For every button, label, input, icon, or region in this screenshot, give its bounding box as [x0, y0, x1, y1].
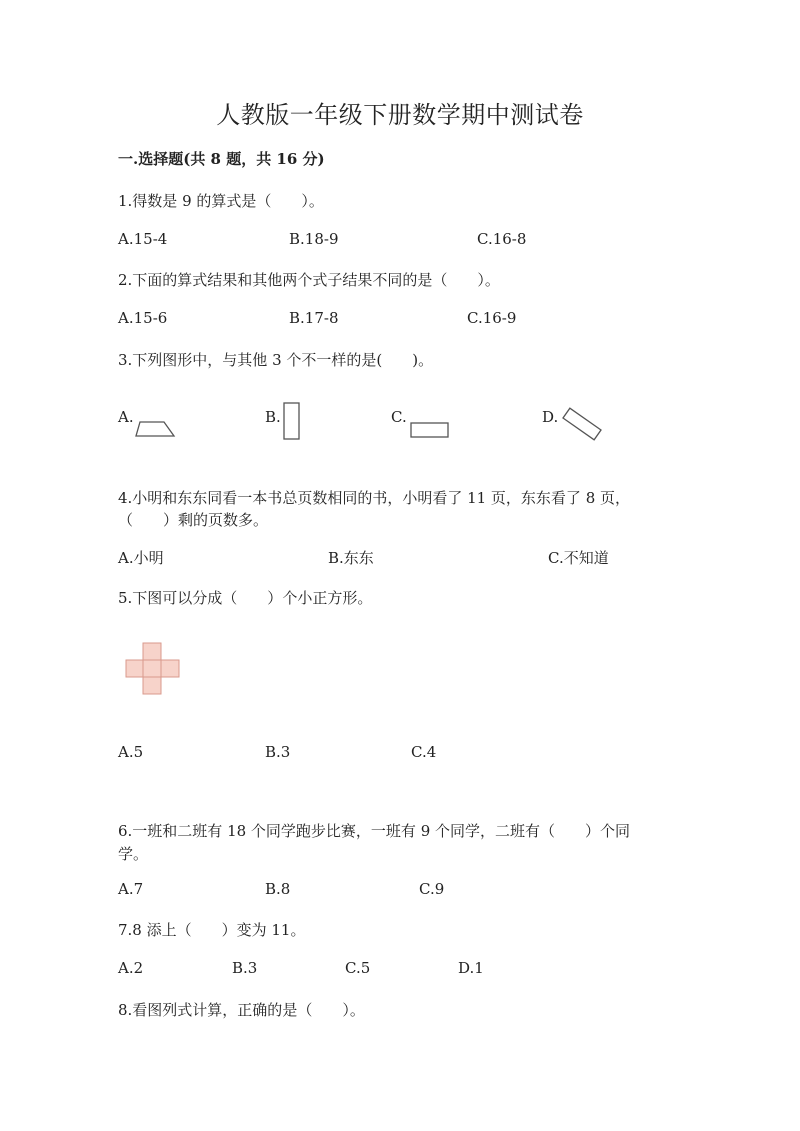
- question-6-stem-line-1: 6.一班和二班有 18 个同学跑步比赛，一班有 9 个同学，二班有（ ）个同: [118, 822, 631, 840]
- question-4-stem-line-1: 4.小明和东东同看一本书总页数相同的书，小明看了 11 页，东东看了 8 页，: [118, 489, 631, 507]
- page-title: 人教版一年级下册数学期中测试卷: [216, 101, 584, 129]
- question-1-option-a[interactable]: A.15-4: [118, 230, 168, 248]
- question-7-option-a[interactable]: A.2: [118, 959, 144, 977]
- question-5-stem: 5.下图可以分成（ ）个小正方形。: [118, 589, 373, 607]
- question-3-option-d[interactable]: D.: [542, 408, 559, 426]
- question-6-option-b[interactable]: B.8: [265, 880, 291, 898]
- question-3-option-a[interactable]: A.: [118, 408, 134, 426]
- question-6-option-a[interactable]: A.7: [118, 880, 144, 898]
- question-3-option-c[interactable]: C.: [391, 408, 407, 426]
- tilted-rectangle-shape: [560, 408, 606, 444]
- cross-squares-figure: [125, 642, 183, 698]
- question-3-option-b[interactable]: B.: [265, 408, 281, 426]
- question-1-option-c[interactable]: C.16-8: [477, 230, 527, 248]
- question-8-stem: 8.看图列式计算，正确的是（ ）。: [118, 1001, 365, 1019]
- question-1-option-b[interactable]: B.18-9: [289, 230, 339, 248]
- question-7-option-b[interactable]: B.3: [232, 959, 258, 977]
- question-2-option-a[interactable]: A.15-6: [118, 309, 168, 327]
- question-4-option-a[interactable]: A.小明: [118, 549, 164, 567]
- question-7-stem: 7.8 添上（ ）变为 11。: [118, 921, 306, 939]
- question-2-option-b[interactable]: B.17-8: [289, 309, 339, 327]
- question-7-option-c[interactable]: C.5: [345, 959, 371, 977]
- question-2-stem: 2.下面的算式结果和其他两个式子结果不同的是（ ）。: [118, 271, 500, 289]
- horizontal-rectangle-shape: [410, 422, 452, 442]
- question-7-option-d[interactable]: D.1: [458, 959, 484, 977]
- section-heading: 一.选择题(共 8 题，共 16 分): [118, 150, 325, 168]
- question-6-option-c[interactable]: C.9: [419, 880, 445, 898]
- question-4-option-b[interactable]: B.东东: [328, 549, 374, 567]
- question-5-option-b[interactable]: B.3: [265, 743, 291, 761]
- question-2-option-c[interactable]: C.16-9: [467, 309, 517, 327]
- question-5-option-a[interactable]: A.5: [118, 743, 144, 761]
- parallelogram-shape: [136, 420, 176, 440]
- question-6-stem-line-2: 学。: [118, 845, 149, 863]
- question-3-stem: 3.下列图形中，与其他 3 个不一样的是( )。: [118, 351, 434, 369]
- vertical-rectangle-shape: [283, 402, 303, 442]
- question-5-option-c[interactable]: C.4: [411, 743, 437, 761]
- question-1-stem: 1.得数是 9 的算式是（ ）。: [118, 192, 324, 210]
- question-4-option-c[interactable]: C.不知道: [548, 549, 609, 567]
- question-4-stem-line-2: （ ）剩的页数多。: [118, 511, 269, 529]
